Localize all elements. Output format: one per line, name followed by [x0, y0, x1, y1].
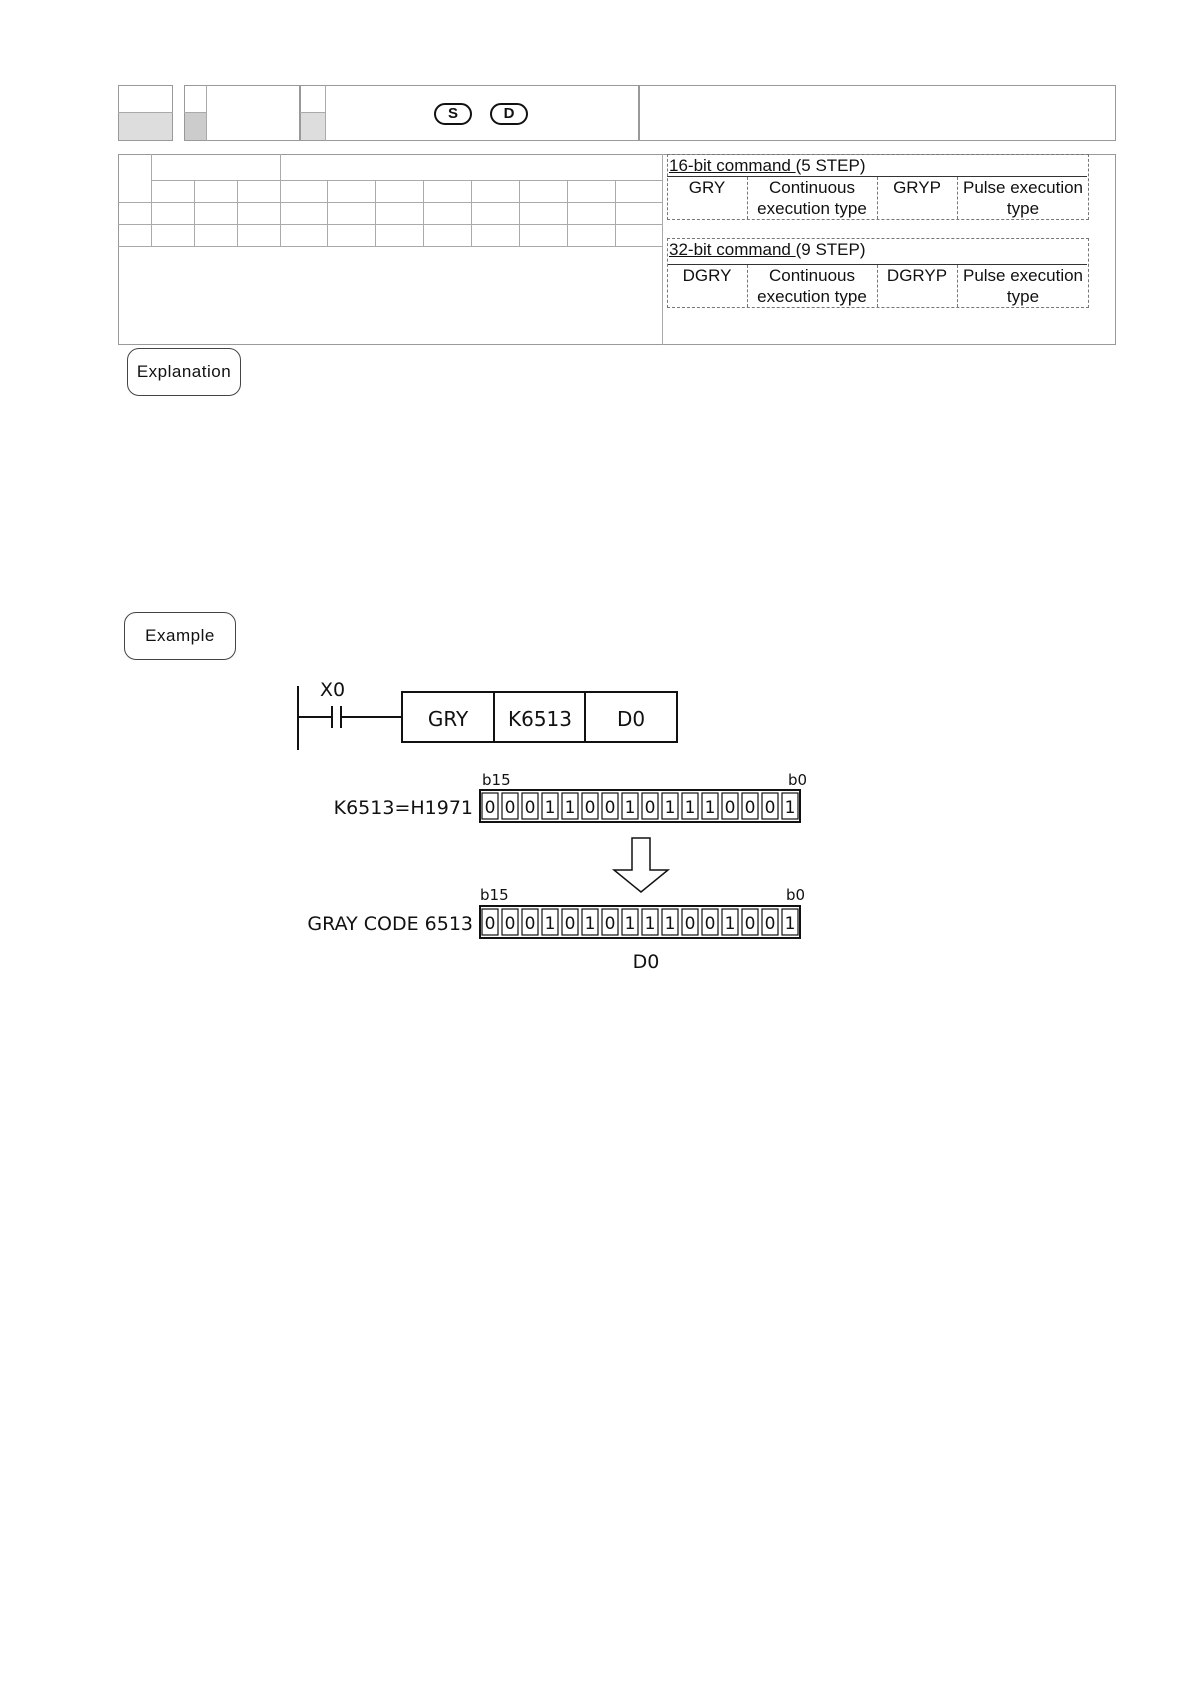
example-heading: Example [124, 612, 236, 660]
source-bit-value: 0 [504, 798, 516, 818]
ladder-dest-operand: D0 [616, 707, 646, 731]
source-value-label: K6513=H1971 [333, 797, 473, 819]
down-arrow-icon [614, 838, 668, 892]
result-bit-value: 1 [724, 914, 736, 934]
result-bit-value: 1 [544, 914, 556, 934]
result-bit-value: 0 [524, 914, 536, 934]
result-msb-label: b15 [480, 886, 509, 904]
result-bit-value: 0 [704, 914, 716, 934]
result-bit-register [480, 906, 800, 938]
result-bit-value: 1 [624, 914, 636, 934]
cmd16-cont-label: Continuous execution type [757, 178, 867, 218]
source-bit-register [480, 790, 800, 822]
source-bit-value: 1 [624, 798, 636, 818]
cmd32-pulse-mnemonic: DGRYP [886, 266, 948, 285]
source-bit-value: 1 [784, 798, 796, 818]
source-bit-value: 0 [524, 798, 536, 818]
source-bit-value: 0 [644, 798, 656, 818]
source-bit-value: 1 [564, 798, 576, 818]
cmd32-title: 32-bit command (9 STEP) [669, 240, 866, 259]
source-bit-value: 0 [604, 798, 616, 818]
result-bit-value: 0 [604, 914, 616, 934]
explanation-heading: Explanation [127, 348, 241, 396]
source-bit-value: 1 [684, 798, 696, 818]
result-value-label: GRAY CODE 6513 [307, 913, 473, 935]
cmd16-pulse-mnemonic: GRYP [893, 178, 941, 197]
result-bit-value: 0 [744, 914, 756, 934]
result-bit-value: 0 [564, 914, 576, 934]
operand-s-icon: S [434, 103, 472, 125]
source-bit-value: 0 [724, 798, 736, 818]
ladder-source-operand: K6513 [507, 707, 573, 731]
cmd32-cont-label: Continuous execution type [757, 266, 867, 306]
source-msb-label: b15 [482, 771, 511, 789]
cmd16-title: 16-bit command (5 STEP) [669, 156, 866, 175]
result-register-label: D0 [632, 951, 660, 973]
result-bit-value: 0 [484, 914, 496, 934]
source-bit-value: 1 [704, 798, 716, 818]
source-bit-value: 0 [584, 798, 596, 818]
result-bit-value: 1 [584, 914, 596, 934]
source-bit-value: 1 [664, 798, 676, 818]
result-bit-value: 0 [684, 914, 696, 934]
ladder-contact-label: X0 [320, 679, 346, 701]
result-bit-value: 1 [644, 914, 656, 934]
cmd32-pulse-label: Pulse execution type [962, 266, 1084, 306]
source-lsb-label: b0 [788, 771, 808, 789]
result-lsb-label: b0 [786, 886, 806, 904]
cmd16-pulse-label: Pulse execution type [962, 178, 1084, 218]
source-bit-value: 0 [744, 798, 756, 818]
result-bit-value: 0 [504, 914, 516, 934]
operand-d-icon: D [490, 103, 528, 125]
cmd32-cont-mnemonic: DGRY [682, 266, 732, 285]
result-bit-value: 0 [764, 914, 776, 934]
result-bit-value: 1 [664, 914, 676, 934]
ladder-instruction: GRY [427, 707, 469, 731]
source-bit-value: 1 [544, 798, 556, 818]
cmd16-cont-mnemonic: GRY [688, 178, 726, 197]
result-bit-value: 1 [784, 914, 796, 934]
source-bit-value: 0 [764, 798, 776, 818]
source-bit-value: 0 [484, 798, 496, 818]
